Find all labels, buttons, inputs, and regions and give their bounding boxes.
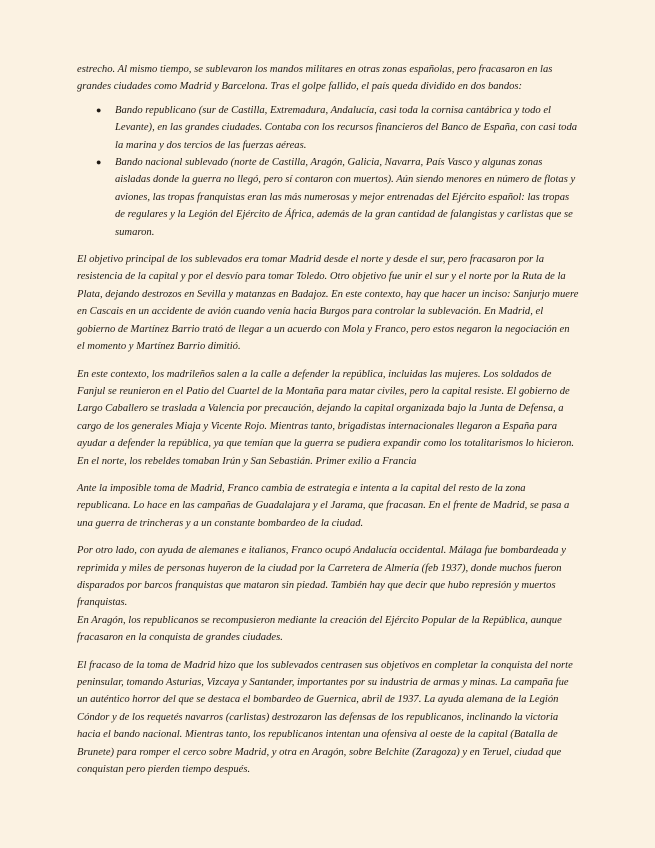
- paragraph-andalucia: Por otro lado, con ayuda de alemanes e italianos, Franco ocupó Andalucía occidental. Málaga fue bombardeada y reprimida y miles de personas huyeron de la ciudad por la Carretera de Almería (feb 1937), donde muchos fueron disparados por barcos franquistas que mataron sin piedad. También hay que decir que hubo represión y muertos franquistas.: [77, 545, 566, 609]
- paragraph-objetivo: El objetivo principal de los sublevados era tomar Madrid desde el norte y desde el sur, pero fracasaron por la resistencia de la capital y por el desvío para tomar Toledo. Otro objetivo fue unir el sur y el norte por la Ruta de la Plata, dejando destrozos en Sevilla y matanzas en Badajoz. En este contexto, hay que hacer un inciso: Sanjurjo muere en Cascais en un accidente de avión cuando venía hacia Burgos para controlar la sublevación. En Madrid, el gobierno de Martínez Barrio trató de llegar a un acuerdo con Mola y Franco, pero estos negaron la negociación en el momento y Martínez Barrio dimitió.: [77, 254, 579, 353]
- bullet-icon: ●: [96, 104, 102, 115]
- bullet-list: [77, 102, 579, 241]
- paragraph-madrilenos: En este contexto, los madrileños salen a la calle a defender la república, incluidas las mujeres. Los soldados de Fanjul se reunieron en el Patio del Cuartel de la Montaña para matar civiles, pero la capital resiste. El gobierno de Largo Caballero se traslada a Valencia por precaución, dejando la capital organizada bajo la Junta de Defensa, a cargo de los generales Miaja y Vicente Rojo. Mientras tanto, brigadistas internacionales llegaron a España para ayudar a defender la república, ya que temían que la guerra se pudiera expandir como los totalitarismos lo hicieron. En el norte, los rebeldes tomaban Irún y San Sebastián. Primer exilio a Francia: [77, 368, 575, 467]
- list-item: [96, 154, 579, 241]
- intro-paragraph: estrecho. Al mismo tiempo, se sublevaron los mandos militares en otras zonas españolas, pero fracasaron en las grandes ciudades como Madrid y Barcelona. Tras el golpe fallido, el país queda dividido en dos bandos:: [77, 64, 553, 93]
- bullet-text-republicano: Bando republicano (sur de Castilla, Extremadura, Andalucía, casi toda la cornisa cantábrica y todo el Levante), en las grandes ciudades. Contaba con los recursos financieros del Banco de España, con casi toda la marina y dos tercios de las fuerzas aéreas.: [115, 104, 578, 151]
- paragraph-aragon: En Aragón, los republicanos se recompusieron mediante la creación del Ejército Popular de la República, aunque fracasaron en la conquista de grandes ciudades.: [77, 614, 562, 644]
- paragraph-estrategia: Ante la imposible toma de Madrid, Franco cambia de estrategia e intenta a la capital del resto de la zona republicana. Lo hace en las campañas de Guadalajara y el Jarama, que fracasan. En el frente de Madrid, se pasa a una guerra de trincheras y a un constante bombardeo de la ciudad.: [77, 482, 570, 529]
- bullet-text-nacional: Bando nacional sublevado (norte de Castilla, Aragón, Galicia, Navarra, País Vasco y algunas zonas aisladas donde la guerra no llegó, pero sí contaron con muertos). Aún siendo menores en número de flotas y aviones, las tropas franquistas eran las más numerosas y mejor entrenadas del Ejército español: las tropas de regulares y la Legión del Ejército de África, además de la gran cantidad de falangistas y carlistas que se sumaron.: [115, 157, 576, 238]
- bullet-icon: ●: [96, 157, 102, 168]
- list-item: [96, 102, 579, 154]
- paragraph-norte: El fracaso de la toma de Madrid hizo que los sublevados centrasen sus objetivos en completar la conquista del norte peninsular, tomando Asturias, Vizcaya y Santander, importantes por su industria de armas y minas. La campaña fue un auténtico horror del que se destaca el bombardeo de Guernica, abril de 1937. La ayuda alemana de la Legión Cóndor y de los requetés navarros (carlistas) destrozaron las defensas de los republicanos, inclinando la victoria hacia el bando nacional. Mientras tanto, los republicanos intentan una ofensiva al oeste de la capital (Batalla de Brunete) para romper el cerco sobre Madrid, y otra en Aragón, sobre Belchite (Zaragoza) y en Teruel, ciudad que conquistan pero pierden tiempo después.: [77, 659, 573, 776]
